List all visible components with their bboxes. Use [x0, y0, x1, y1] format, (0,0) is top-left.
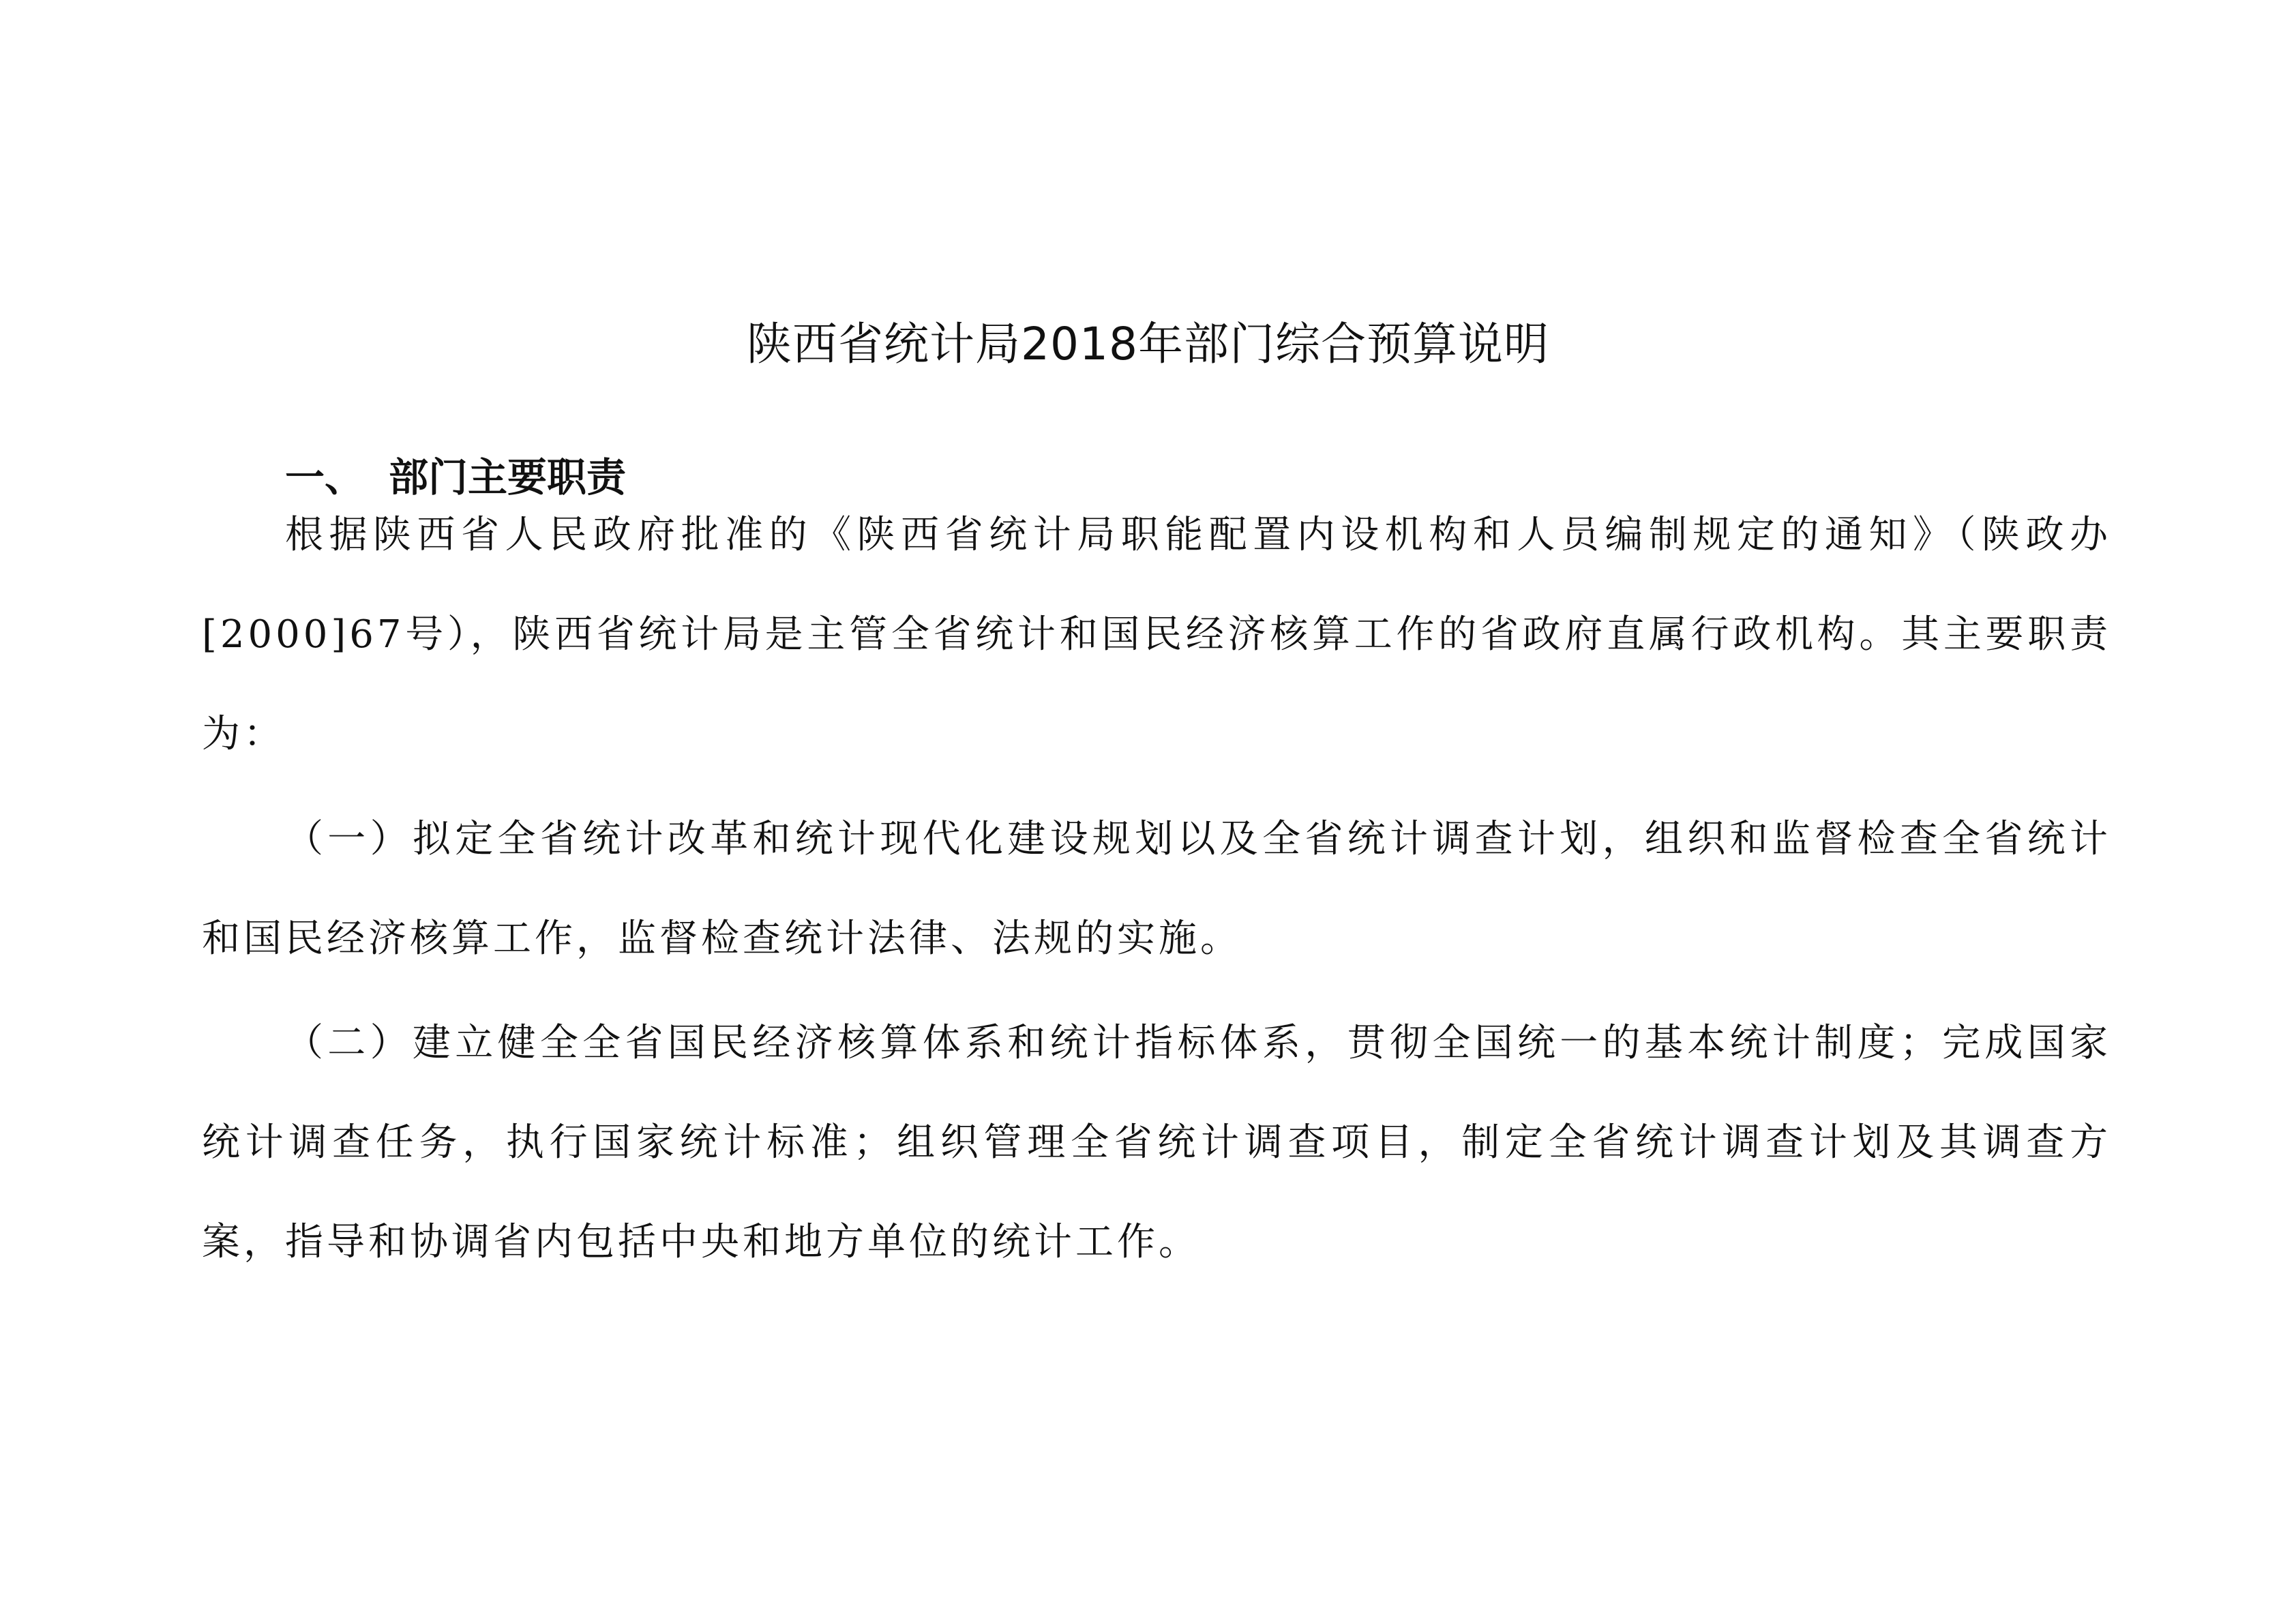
section-heading-text: 部门主要职责 [389, 454, 627, 501]
paragraph-duty-1: （一）拟定全省统计改革和统计现代化建设规划以及全省统计调查计划，组织和监督检查全省统计和国民经济核算工作，监督检查统计法律、法规的实施。 [202, 817, 2111, 961]
section-number: 一、 [285, 454, 365, 501]
paragraph-duty-2: （二）建立健全全省国民经济核算体系和统计指标体系，贯彻全国统一的基本统计制度；完成国家统计调查任务，执行国家统计标准；组织管理全省统计调查项目，制定全省统计调查计划及其调查方案，指导和协调省内包括中央和地方单位的统计工作。 [202, 1021, 2111, 1264]
paragraph-intro: 根据陕西省人民政府批准的《陕西省统计局职能配置内设机构和人员编制规定的通知》（陕政办[2000]67号），陕西省统计局是主管全省统计和国民经济核算工作的省政府直属行政机构。其主要职责为： [202, 513, 2111, 756]
document-title: 陕西省统计局2018年部门综合预算说明 [747, 318, 1549, 370]
